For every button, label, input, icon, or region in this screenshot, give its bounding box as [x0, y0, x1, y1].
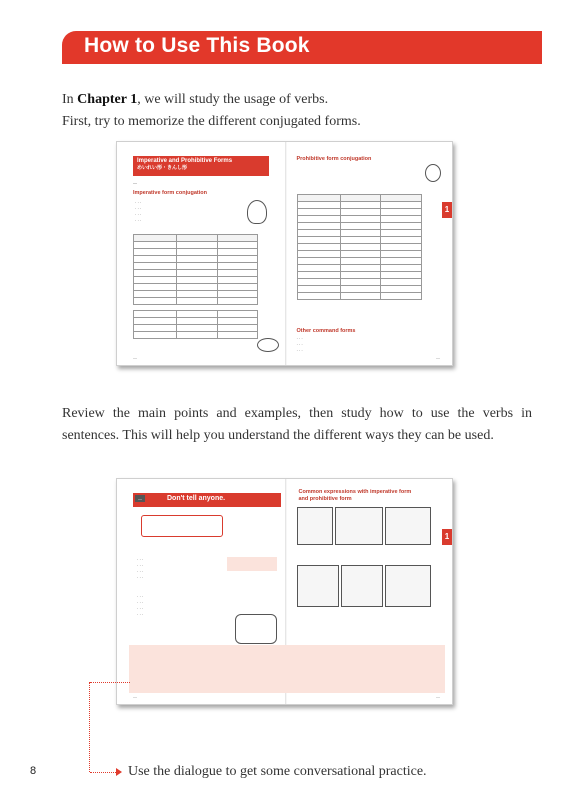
- manga-panel-6: [385, 565, 431, 607]
- manga-panel-2: [335, 507, 383, 545]
- intro-line2: First, try to memorize the different conjugated forms.: [62, 114, 361, 129]
- intro-suffix: , we will study the usage of verbs.: [137, 92, 329, 107]
- arrow-connector-top: [90, 682, 130, 683]
- vocabulary-box: [285, 645, 445, 693]
- spread1-header: Imperative and Prohibitive Forms めいれい形・きんし形: [133, 156, 269, 176]
- spread2-header-bar: [133, 493, 281, 507]
- spread1-left-page-number: —: [133, 355, 137, 360]
- footer-note: Use the dialogue to get some conversational practice.: [128, 764, 427, 779]
- spread2-left-page: [117, 479, 285, 704]
- spread1-right-page: [285, 142, 453, 365]
- manga-panel-3: [385, 507, 431, 545]
- character-illustration: [235, 614, 277, 644]
- speech-bubble: [257, 338, 279, 352]
- spread1-steps: · · · · · · · · · · · ·: [135, 200, 142, 223]
- spread1-left-page: [117, 142, 285, 365]
- spread2-right-page: [285, 479, 453, 704]
- dialogue-box: [129, 645, 285, 693]
- spread2-right-title: Common expressions with imperative form and prohibitive form: [298, 489, 412, 502]
- page-number: 8: [30, 765, 37, 777]
- spread1-left-section: Imperative form conjugation: [133, 190, 207, 196]
- arrow-head-icon: [116, 768, 122, 776]
- note-box: [227, 557, 277, 571]
- conjugation-table-left-2: [133, 310, 258, 339]
- book-spread-dialogue: [116, 478, 453, 705]
- arrow-connector-bottom: [90, 772, 118, 773]
- cat-illustration-right: [425, 164, 441, 182]
- chapter-tab-2: 1: [442, 529, 452, 545]
- spread1-other-commands: Other command forms: [296, 328, 356, 334]
- chapter-tab: 1: [442, 202, 452, 218]
- spread1-desc: —: [133, 180, 137, 185]
- arrow-connector-vertical: [89, 682, 90, 772]
- spread1-right-page-number: —: [436, 355, 440, 360]
- example-sentences: · · · · · · · · · · · ·: [137, 557, 144, 580]
- manga-panel-1: [297, 507, 333, 545]
- spread2-left-page-number: —: [133, 694, 137, 699]
- lesson-label: —: [135, 495, 145, 502]
- manga-panel-4: [297, 565, 339, 607]
- intro-paragraph: [62, 89, 532, 133]
- title-banner: [62, 31, 542, 64]
- conjugation-table-right: [297, 194, 422, 300]
- cat-illustration: [247, 200, 267, 224]
- book-spread-conjugation: [116, 141, 453, 366]
- review-paragraph: Review the main points and examples, then study how to use the verbs in sentences. This will help you understand the different ways they can be used.: [62, 406, 532, 443]
- spread1-other-text: · · · · · · · · ·: [296, 336, 303, 353]
- conjugation-table-left: [133, 234, 258, 305]
- intro-prefix: In: [62, 92, 78, 107]
- spread1-right-section: Prohibitive form conjugation: [296, 156, 372, 162]
- spread2-right-page-number: —: [436, 694, 440, 699]
- banner-title: How to Use This Book: [84, 34, 310, 57]
- manga-panel-5: [341, 565, 383, 607]
- spread2-header: Don't tell anyone.: [167, 495, 226, 502]
- explanation-text: · · · · · · · · · · · ·: [137, 594, 144, 617]
- intro-bold: Chapter 1: [77, 92, 138, 107]
- example-box: [141, 515, 223, 537]
